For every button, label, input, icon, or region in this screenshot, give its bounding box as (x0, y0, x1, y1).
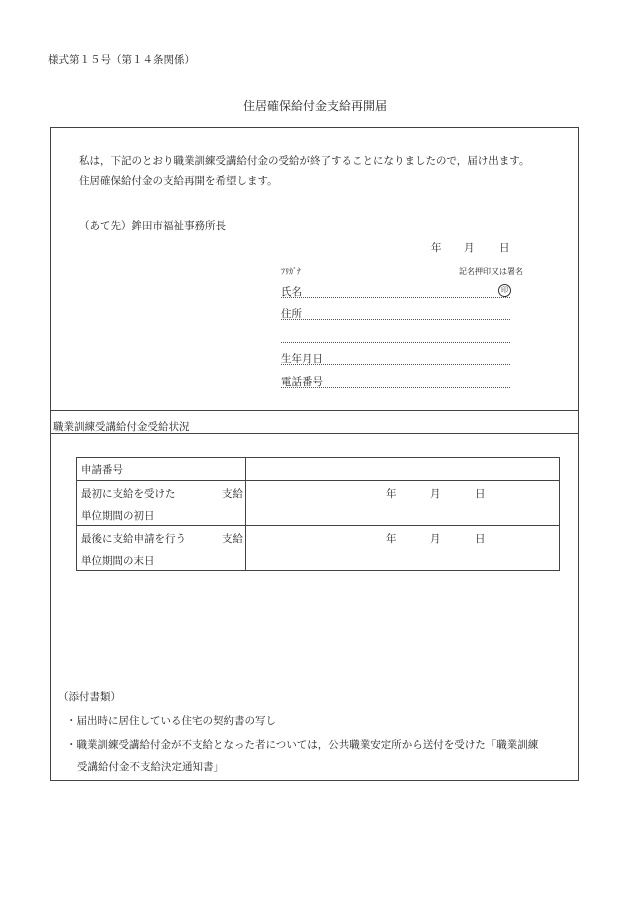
last-day-label: 日 (475, 533, 486, 545)
first-period-supply-label: 支給 (222, 488, 243, 500)
sign-note: 記名押印又は署名 (459, 267, 523, 276)
first-day-label: 日 (475, 488, 486, 500)
last-period-label-line1: 最後に支給申請を行う (81, 533, 186, 545)
addressee: （あて先）鉾田市福祉事務所長 (79, 220, 226, 232)
form-number: 様式第１５号（第１４条関係） (48, 54, 195, 66)
last-period-label-line2: 単位期間の末日 (81, 555, 155, 567)
intro-line-1: 私は，下記のとおり職業訓練受講給付金の受給が終了することになりましたので，届け出ます。 (79, 155, 530, 167)
application-number-label: 申請番号 (77, 458, 246, 481)
phone-field[interactable] (281, 387, 510, 388)
last-period-supply-label: 支給 (222, 533, 243, 545)
birthdate-label: 生年月日 (281, 353, 323, 365)
status-section-label: 職業訓練受講給付金受給状況 (53, 421, 190, 433)
address-field-line-1[interactable] (281, 319, 510, 320)
date-day-label: 日 (499, 242, 510, 254)
table-row (77, 458, 560, 481)
first-period-label-line1: 最初に支給を受けた (81, 488, 176, 500)
intro-text (79, 151, 529, 191)
last-month-label: 月 (430, 533, 441, 545)
section-divider-top (50, 410, 579, 411)
attachment-item-1: ・届出時に居住している住宅の契約書の写し (66, 715, 276, 727)
last-year-label: 年 (386, 533, 397, 545)
table-row (77, 526, 560, 571)
attachment-item-2-line2: 受講給付金不支給決定通知書」 (77, 761, 224, 773)
address-label: 住所 (281, 308, 302, 320)
first-period-label-line2: 単位期間の初日 (81, 510, 155, 522)
date-month-label: 月 (464, 242, 475, 254)
seal-mark: 印 (498, 284, 511, 297)
table-row (77, 481, 560, 526)
furigana-label: ﾌﾘｶﾞﾅ (281, 267, 301, 276)
name-field[interactable] (281, 297, 510, 298)
first-period-date-field[interactable] (246, 481, 560, 526)
date-year-label: 年 (431, 242, 442, 254)
attachments-title: （添付書類） (58, 691, 121, 703)
first-year-label: 年 (386, 488, 397, 500)
attachment-item-2-line1: ・職業訓練受講給付金が不支給となった者については，公共職業安定所から送付を受けた「職業訓練 (66, 739, 539, 751)
application-number-field[interactable] (246, 458, 560, 481)
address-field-line-2[interactable] (281, 342, 510, 343)
birthdate-field[interactable] (281, 364, 510, 365)
first-month-label: 月 (430, 488, 441, 500)
document-title: 住居確保給付金支給再開届 (242, 99, 387, 113)
phone-label: 電話番号 (281, 376, 323, 388)
last-period-date-field[interactable] (246, 526, 560, 571)
intro-line-2: 住居確保給付金の支給再開を希望します。 (79, 175, 278, 187)
name-label: 氏名 (281, 286, 302, 298)
status-table (76, 457, 560, 571)
